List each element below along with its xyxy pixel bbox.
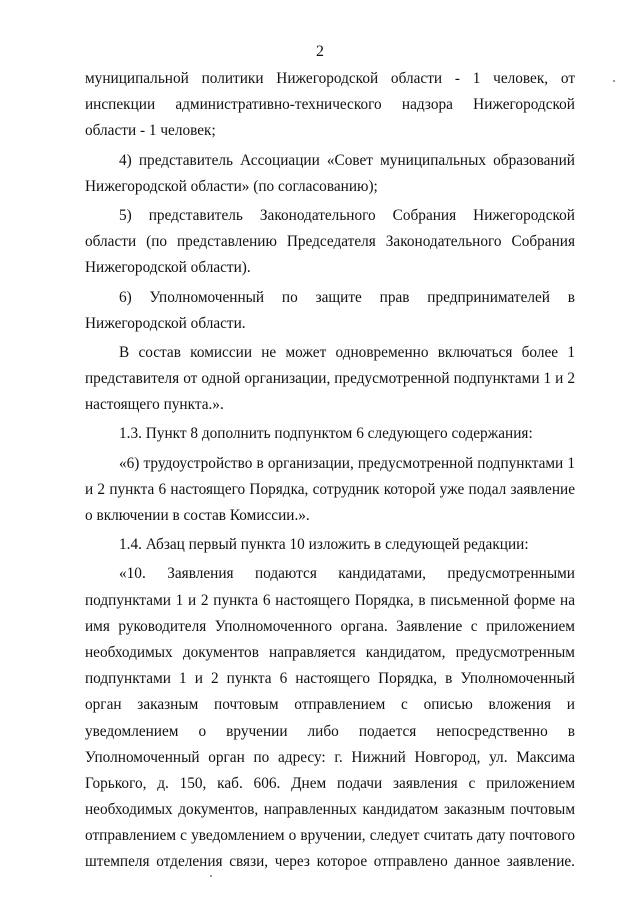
text-line: 1.4. Абзац первый пункта 10 изложить в следующей редакции: (119, 536, 529, 554)
text-line: необходимых документов направляется кандидатом, предусмотренным (85, 643, 575, 661)
text-line: В состав комиссии не может одновременно включаться более 1 (119, 343, 575, 361)
text-line: отправлением с уведомлением о вручении, следует считать дату почтового (85, 827, 575, 845)
text-line: орган заказным почтовым отправлением с описью вложения и (85, 696, 575, 714)
text-line: Нижегородской области. (85, 314, 246, 332)
text-line: области - 1 человек; (85, 122, 216, 140)
text-line: о включении в состав Комиссии.». (85, 507, 310, 524)
scan-speck (613, 80, 615, 82)
page-number: 2 (316, 43, 324, 60)
text-line: 5) представитель Законодательного Собрания Нижегородской (119, 206, 575, 224)
text-line: необходимых документов, направленных кандидатом заказным почтовым (85, 801, 575, 819)
text-line: области (по представлению Председателя Законодательного Собрания (85, 233, 575, 251)
text-line: настоящего пункта.». (85, 396, 224, 414)
text-line: штемпеля отделения связи, через которое отправлено данное заявление. (85, 853, 575, 871)
text-line: подпунктами 1 и 2 пункта 6 настоящего Порядка, в Уполномоченный (85, 670, 575, 688)
text-line: Нижегородской области» (по согласованию); (85, 177, 378, 195)
text-line: Уполномоченный орган по адресу: г. Нижний Новгород, ул. Максима (85, 748, 575, 766)
text-line: уведомлением о вручении либо подается непосредственно в (85, 722, 575, 740)
text-line: подпунктами 1 и 2 пункта 6 настоящего Порядка, в письменной форме на (85, 591, 575, 609)
scan-speck (210, 875, 212, 877)
text-line: «6) трудоустройство в организации, предусмотренной подпунктами 1 (119, 454, 575, 472)
text-line: 6) Уполномоченный по защите прав предпринимателей в (119, 288, 575, 306)
text-line: инспекции административно-технического надзора Нижегородской (85, 96, 575, 114)
text-line: представителя от одной организации, предусмотренной подпунктами 1 и 2 (85, 370, 575, 388)
text-line: Нижегородской области). (85, 259, 251, 277)
text-line: «10. Заявления подаются кандидатами, предусмотренными (119, 565, 575, 583)
text-line: 4) представитель Ассоциации «Совет муниципальных образований (119, 151, 575, 169)
text-line: 1.3. Пункт 8 дополнить подпунктом 6 следующего содержания: (119, 425, 533, 443)
text-line: муниципальной политики Нижегородской области - 1 человек, от (85, 70, 575, 87)
document-body (85, 66, 575, 876)
text-line: Горького, д. 150, каб. 606. Днем подачи заявления с приложением (85, 774, 575, 792)
text-line: имя руководителя Уполномоченного органа. Заявление с приложением (85, 617, 575, 635)
text-line: и 2 пункта 6 настоящего Порядка, сотрудник которой уже подал заявление (85, 480, 575, 498)
